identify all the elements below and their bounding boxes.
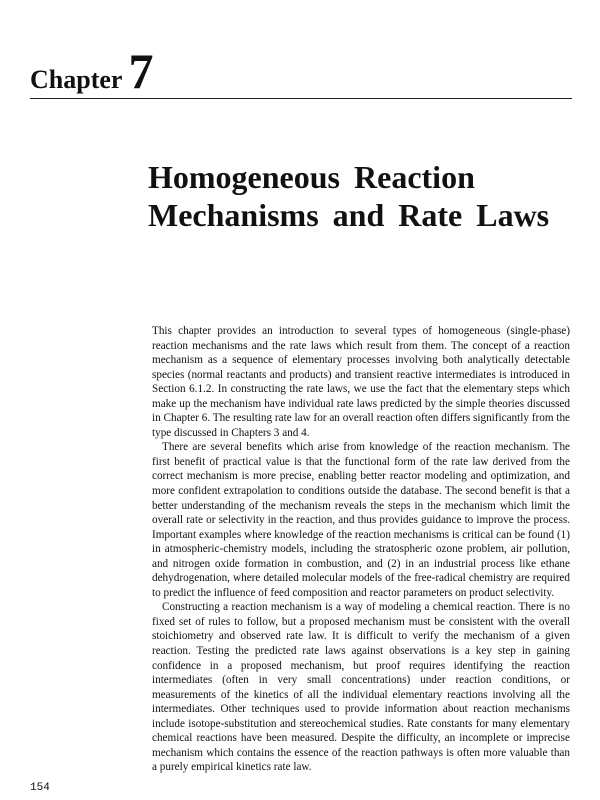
chapter-title-line-2: Mechanisms and Rate Laws	[148, 197, 550, 233]
header-divider	[30, 98, 572, 99]
paragraph-intro: This chapter provides an introduction to several types of homogeneous (single-phase) reaction mechanisms and the rate laws which result from them. The concept of a reaction mechanism as a sequence of elementary processes involving both analytically detectable species (normal reactants and products) and transient reactive intermediates is introduced in Section 6.1.2. In constructing the rate laws, we use the fact that the elementary steps which make up the mechanism have individual rate laws predicted by the simple theories discussed in Chapter 6. The resulting rate law for an overall reaction often differs significantly from the type discussed in Chapters 3 and 4.	[152, 325, 570, 439]
chapter-label: Chapter	[30, 65, 123, 94]
paragraph-constructing: Constructing a reaction mechanism is a way of modeling a chemical reaction. There is no fixed set of rules to follow, but a proposed mechanism must be consistent with the overall stoichiometry and observed rate law. It is difficult to verify the mechanism of a given reaction. Testing the predicted rate laws against observations is a key step in gaining confidence in a proposed mechanism, but proof requires identifying the reaction intermediates (often in very small concentrations) under reaction conditions, or measurements of the kinetics of all the individual elementary reactions involving all the intermediates. Other techniques used to provide information about reaction mechanisms include isotope-substitution and stereochemical studies. Rate constants for many elementary chemical reactions have been measured. Despite the difficulty, an incomplete or imprecise mechanism which contains the essence of the reaction pathways is often more valuable than a purely empirical kinetics rate law.	[152, 601, 570, 774]
chapter-title-line-1: Homogeneous Reaction	[148, 159, 475, 195]
chapter-number: 7	[128, 43, 154, 99]
chapter-heading	[30, 43, 570, 99]
paragraph-benefits: There are several benefits which arise from knowledge of the reaction mechanism. The first benefit of practical value is that the functional form of the rate law derived from the correct mechanism is more precise, enabling better reactor modeling and optimization, and more confident extrapolation to conditions outside the database. The second benefit is that a better understanding of the mechanism reveals the steps in the mechanism which limit the overall rate or selectivity in the reaction, and thus provides guidance to improve the process. Important examples where knowledge of the reaction mechanisms is critical can be found (1) in atmospheric-chemistry models, including the stratospheric ozone problem, air pollution, and nitrogen oxide formation in combustion, and (2) in an industrial process like ethane dehydrogenation, where detailed molecular models of the free-radical chemistry are required to predict the influence of feed composition and reactor parameters on product selectivity.	[152, 441, 570, 599]
body-text	[152, 324, 570, 775]
chapter-title	[148, 158, 578, 234]
page-number: 154	[30, 782, 50, 794]
